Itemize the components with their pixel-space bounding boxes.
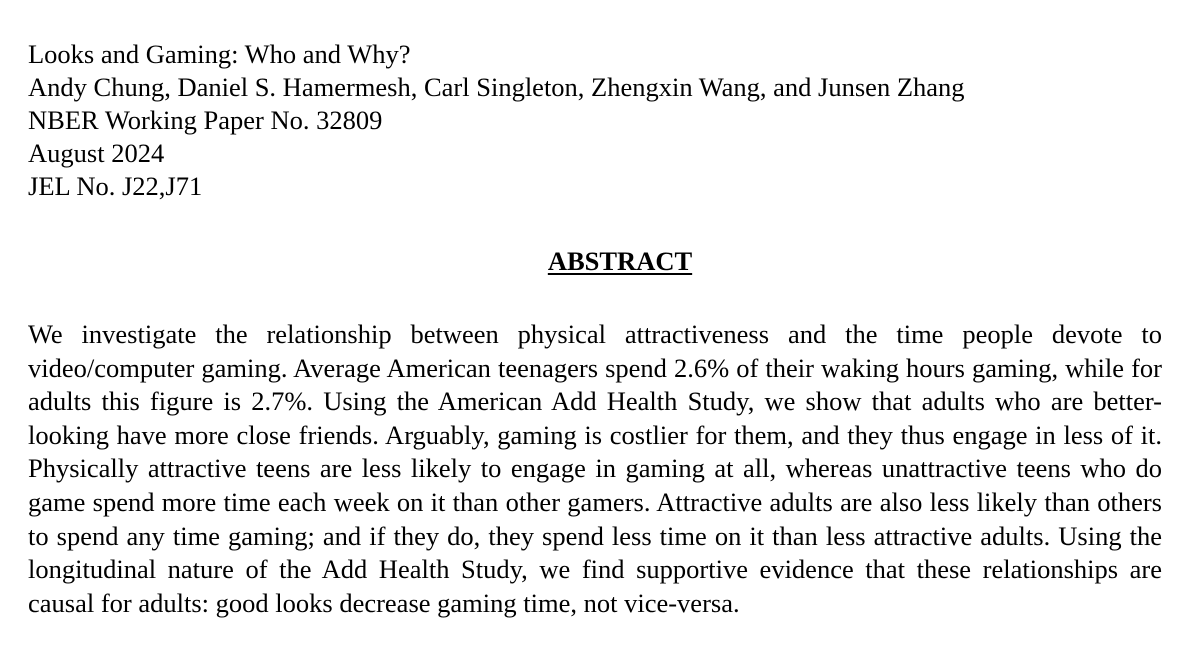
paper-page	[28, 38, 1168, 620]
paper-date: August 2024	[28, 138, 165, 168]
abstract-heading: ABSTRACT	[547, 246, 693, 276]
paper-title: Looks and Gaming: Who and Why?	[28, 39, 411, 69]
abstract-body: We investigate the relationship between physical attractiveness and the time people devote to video/computer gaming. Average American teenagers spend 2.6% of their waking hours gaming, while for adults this figure is 2.7%. Using the American Add Health Study, we show that adults who are better-looking have more close friends. Arguably, gaming is costlier for them, and they thus engage in less of it. Physically attractive teens are less likely to engage in gaming at all, whereas unattractive teens who do game spend more time each week on it than other gamers. Attractive adults are also less likely than others to spend any time gaming; and if they do, they spend less time on it than less attractive adults. Using the longitudinal nature of the Add Health Study, we find supportive evidence that these relationships are causal for adults: good looks decrease gaming time, not vice-versa.	[28, 319, 1162, 618]
paper-jel-codes: JEL No. J22,J71	[28, 171, 203, 201]
paper-authors: Andy Chung, Daniel S. Hamermesh, Carl Singleton, Zhengxin Wang, and Junsen Zhang	[28, 72, 965, 102]
paper-series: NBER Working Paper No. 32809	[28, 105, 383, 135]
